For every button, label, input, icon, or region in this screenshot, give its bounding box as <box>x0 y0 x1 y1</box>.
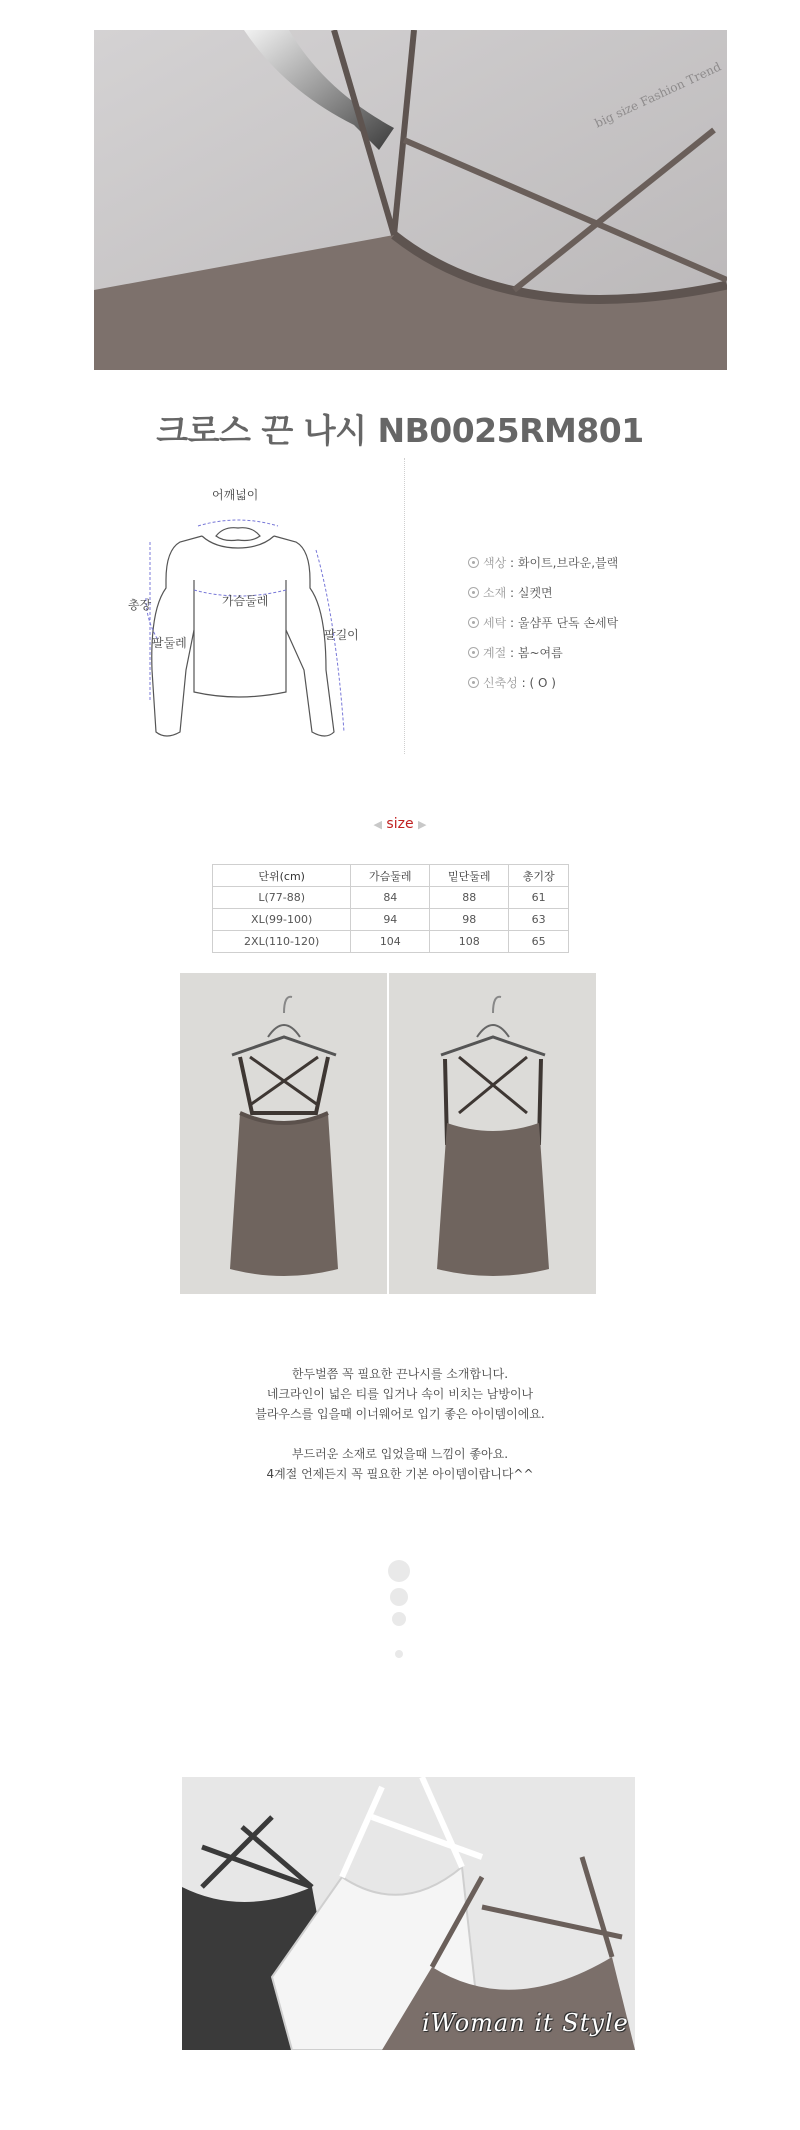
description-line: 블라우스를 입을때 이너웨어로 입기 좋은 아이템이에요. <box>255 1407 545 1421</box>
table-cell: 65 <box>509 931 569 953</box>
decorative-dot <box>388 1560 410 1582</box>
table-header: 단위(cm) <box>213 865 351 887</box>
table-row <box>213 887 569 909</box>
spec-washing: 세탁 : 울샴푸 단독 손세탁 <box>468 614 618 632</box>
front-garment-image <box>180 973 387 1294</box>
color-variants-photo <box>182 1777 635 2050</box>
size-heading <box>0 816 800 832</box>
table-header: 총기장 <box>509 865 569 887</box>
front-view-photo <box>180 973 387 1294</box>
decorative-dot <box>395 1650 403 1658</box>
table-row <box>213 909 569 931</box>
table-header-row <box>213 865 569 887</box>
description-line: 4계절 언제든지 꼭 필요한 기본 아이템이랍니다^^ <box>266 1467 534 1481</box>
spec-color: 색상 : 화이트,브라운,블랙 <box>468 554 618 572</box>
description-spacer <box>0 1424 800 1444</box>
table-cell: 63 <box>509 909 569 931</box>
table-cell: 61 <box>509 887 569 909</box>
label-arm-length: 팔길이 <box>324 628 359 642</box>
back-garment-image <box>389 973 596 1294</box>
info-divider <box>404 458 405 754</box>
table-header: 밑단둘레 <box>430 865 509 887</box>
spec-season: 계절 : 봄~여름 <box>468 644 563 662</box>
bullet-icon <box>468 677 479 688</box>
label-arm-circumference: 팔둘레 <box>152 636 187 650</box>
description-line: 부드러운 소재로 입었을때 느낌이 좋아요. <box>291 1447 509 1461</box>
decorative-dot <box>392 1612 406 1626</box>
description-line: 한두벌쯤 꼭 필요한 끈나시를 소개합니다. <box>291 1367 509 1381</box>
description-line: 네크라인이 넓은 티를 입거나 속이 비치는 남방이나 <box>266 1387 534 1401</box>
measurement-diagram <box>120 470 380 750</box>
table-cell: 104 <box>351 931 430 953</box>
arrow-left-icon: ◀ <box>373 818 382 831</box>
hero-image <box>94 30 727 370</box>
table-row <box>213 931 569 953</box>
table-cell: 84 <box>351 887 430 909</box>
label-shoulder-width: 어깨넓이 <box>212 488 259 502</box>
bullet-icon <box>468 557 479 568</box>
garment-outline-drawing <box>120 470 380 750</box>
back-view-photo <box>389 973 596 1294</box>
decorative-dot <box>390 1588 408 1606</box>
size-heading-text: size <box>386 816 414 832</box>
table-cell: 98 <box>430 909 509 931</box>
table-cell: 108 <box>430 931 509 953</box>
label-chest: 가슴둘레 <box>222 594 269 608</box>
size-table <box>212 864 569 953</box>
spec-stretch: 신축성 : ( O ) <box>468 674 556 692</box>
hero-garment-photo <box>94 30 727 370</box>
bullet-icon <box>468 617 479 628</box>
bullet-icon <box>468 647 479 658</box>
table-cell: XL(99-100) <box>213 909 351 931</box>
table-header: 가슴둘레 <box>351 865 430 887</box>
arrow-right-icon: ▶ <box>418 818 427 831</box>
table-cell: 2XL(110-120) <box>213 931 351 953</box>
label-total-length: 총장 <box>128 598 152 612</box>
table-cell: L(77-88) <box>213 887 351 909</box>
product-description <box>0 1364 800 1484</box>
brand-signature: iWoman it Style <box>422 2009 629 2037</box>
bullet-icon <box>468 587 479 598</box>
hero-watermark: big size Fashion Trend <box>592 59 724 131</box>
table-cell: 94 <box>351 909 430 931</box>
spec-material: 소재 : 실켓면 <box>468 584 553 602</box>
table-cell: 88 <box>430 887 509 909</box>
product-title: 크로스 끈 나시 NB0025RM801 <box>156 411 644 450</box>
